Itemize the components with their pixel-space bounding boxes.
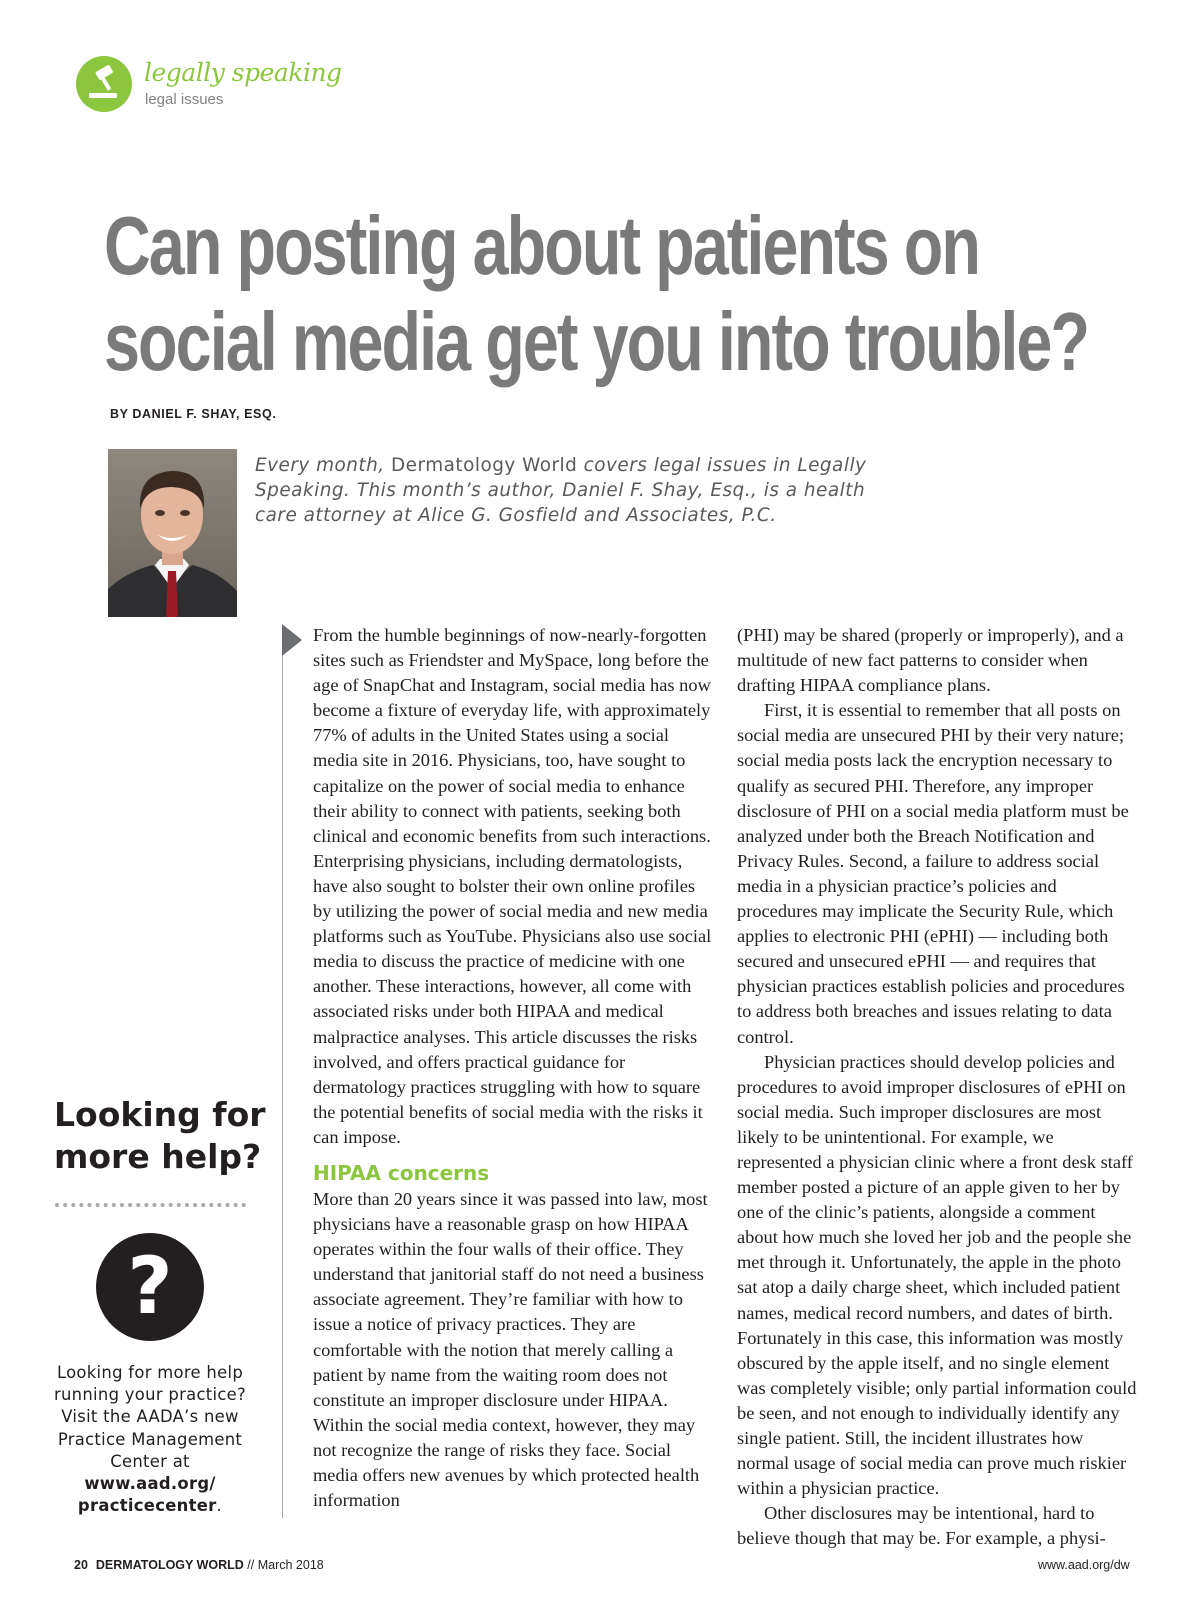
footer-magazine: DERMATOLOGY WORLD <box>95 1558 244 1572</box>
question-mark-icon: ? <box>96 1233 204 1341</box>
footer-date: March 2018 <box>257 1558 324 1572</box>
page-number: 20 <box>74 1558 88 1572</box>
title-line-2: social media get you into trouble? <box>104 295 1089 388</box>
sidebar-text: Looking for more help running your practice? Visit the AADA’s new Practice Management Center at www.aad.org/ practicecenter. <box>53 1363 247 1516</box>
body-column-1 <box>313 623 713 1513</box>
sidebar-heading: Looking for more help? <box>54 1095 266 1176</box>
intro-paragraph: Every month, Dermatology World covers legal issues in Legally Speaking. This month’s author, Daniel F. Shay, Esq., is a health care attorney at Alice G. Gosfield and Associates, P.C. <box>255 455 867 526</box>
body-column-2 <box>737 623 1137 1551</box>
byline: BY DANIEL F. SHAY, ESQ. <box>110 407 277 421</box>
paragraph: More than 20 years since it was passed into law, most physicians have a reasonable grasp on how HIPAA operates within the four walls of their office. They understand that janitorial staff do not need a business associate agreement. They’re familiar with how to issue a notice of privacy practices. They are comfortable with the notion that merely calling a patient by name from the waiting room does not constitute an improper disclosure under HIPAA. Within the social media context, however, they may not recognize the range of risks they face. Social media offers new avenues by which protected health information <box>313 1188 708 1511</box>
column-rule <box>282 654 283 1518</box>
gavel-icon <box>76 56 132 112</box>
paragraph: First, it is essential to remember that all posts on social media are unsecured PHI by their very nature; social media posts lack the encryption necessary to qualify as secured PHI. Therefore, any improper disclosure of PHI on a social media platform must be analyzed under both the Breach Notification and Privacy Rules. Second, a failure to address social media in a physician practice’s policies and procedures may implicate the Security Rule, which applies to electronic PHI (ePHI) — including both secured and unsecured ePHI — and requires that physician practices establish policies and procedures to address both breaches and issues relating to data control. <box>737 700 1129 1047</box>
subheading-hipaa: HIPAA concerns <box>313 1160 490 1185</box>
title-line-1: Can posting about patients on <box>104 199 979 292</box>
footer-url[interactable]: www.aad.org/dw <box>1038 1558 1130 1572</box>
author-photo <box>108 449 237 617</box>
section-title: legally speaking <box>144 58 342 87</box>
footer-left: 20 DERMATOLOGY WORLD // March 2018 <box>74 1558 324 1572</box>
paragraph: From the humble beginnings of now-nearly-forgotten sites such as Friendster and MySpace, long before the age of SnapChat and Instagram, social media has now become a fixture of everyday life, with approximately 77% of adults in the United States using a social media site in 2016. Physicians, too, have sought to capitalize on the power of social media to enhance their ability to connect with patients, seeking both clinical and economic benefits from such interactions. Enterprising physicians, including dermatologists, have also sought to bolster their own online profiles by utilizing the power of social media and new media platforms such as YouTube. Physicians also use social media to discuss the practice of medicine with one another. These interactions, however, all come with associated risks under both HIPAA and medical malpractice analyses. This article discusses the risks involved, and offers practical guidance for dermatology practices struggling with how to square the potential benefits of social media with the risks it can impose. <box>313 625 712 1147</box>
section-subtitle: legal issues <box>145 91 224 108</box>
magazine-name: Dermatology World <box>391 455 578 476</box>
practice-center-link[interactable]: www.aad.org/ practicecenter <box>77 1474 217 1516</box>
dotted-divider <box>55 1203 246 1207</box>
triangle-marker-icon <box>282 624 302 656</box>
paragraph: Physician practices should develop policies and procedures to avoid improper disclosures of ePHI on social media. Such improper disclosures are most likely to be unintentional. For example, we represented a physician clinic where a front desk staff member posted a picture of an apple given to her by one of the clinic’s patients, alongside a comment about how much she loved her job and the people she met through it. Unfortunately, the apple in the photo sat atop a daily charge sheet, which included patient names, medical record numbers, and dates of birth. Fortunately in this case, this information was mostly obscured by the apple itself, and no single element was completely visible; only partial information could be seen, and not enough to individually identify any single patient. Still, the incident illustrates how normal usage of social media can prove much riskier within a physician practice. <box>737 1051 1137 1499</box>
paragraph: Other disclosures may be intentional, hard to believe though that may be. For example, a physi- <box>737 1503 1106 1549</box>
article-title <box>104 198 1089 390</box>
paragraph: (PHI) may be shared (properly or improperly), and a multitude of new fact patterns to consider when drafting HIPAA compliance plans. <box>737 625 1124 696</box>
